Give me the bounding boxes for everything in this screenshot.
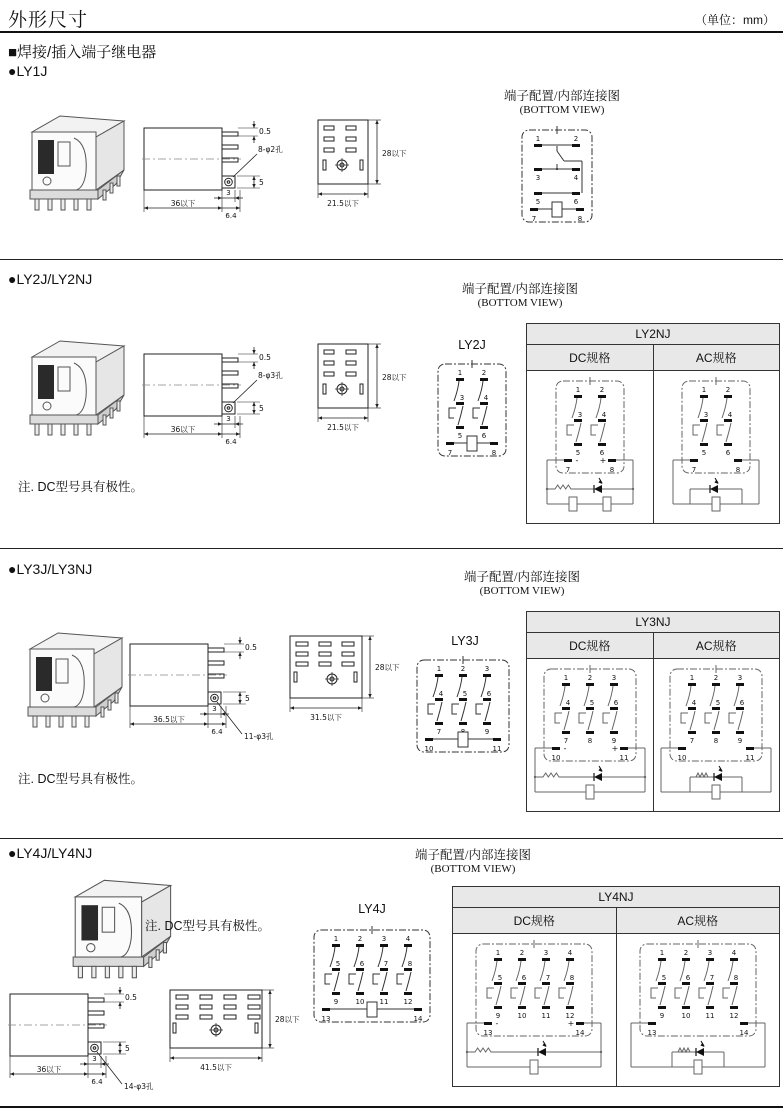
svg-text:10: 10 — [681, 1012, 691, 1020]
svg-text:6: 6 — [726, 449, 731, 457]
svg-text:9: 9 — [496, 1012, 501, 1020]
svg-text:6.4: 6.4 — [211, 728, 223, 736]
svg-text:5: 5 — [661, 974, 666, 982]
svg-text:28以下: 28以下 — [275, 1015, 300, 1024]
svg-text:5: 5 — [335, 960, 341, 968]
svg-text:3: 3 — [212, 705, 217, 713]
svg-text:1: 1 — [333, 935, 339, 943]
subsection-title: ■焊接/插入端子继电器 — [8, 44, 157, 61]
svg-text:9: 9 — [738, 737, 743, 745]
svg-text:3: 3 — [92, 1055, 97, 1063]
svg-text:5: 5 — [125, 1044, 130, 1053]
svg-text:10: 10 — [517, 1012, 527, 1020]
svg-text:6.4: 6.4 — [225, 438, 237, 446]
svg-text:9: 9 — [611, 737, 616, 745]
svg-text:-: - — [495, 1019, 499, 1028]
svg-text:8: 8 — [733, 974, 738, 982]
svg-text:4: 4 — [565, 699, 570, 707]
ly4j-bottom-view — [168, 988, 318, 1080]
svg-text:0.5: 0.5 — [125, 993, 137, 1002]
svg-text:3: 3 — [484, 665, 490, 673]
ac-column-header: AC规格 — [695, 351, 737, 365]
section-divider-2 — [0, 548, 783, 549]
svg-text:11: 11 — [541, 1012, 551, 1020]
svg-text:11: 11 — [619, 754, 629, 762]
ly2nj-table — [526, 323, 780, 524]
svg-text:1: 1 — [535, 135, 541, 143]
svg-text:6: 6 — [359, 960, 365, 968]
dc-column-header: DC规格 — [527, 633, 654, 658]
svg-text:7: 7 — [565, 466, 570, 474]
svg-text:5: 5 — [245, 694, 250, 703]
svg-text:14: 14 — [413, 1015, 423, 1023]
svg-text:3: 3 — [611, 674, 616, 682]
ly2j-side-view — [142, 344, 317, 459]
svg-text:2: 2 — [357, 935, 363, 943]
svg-text:1: 1 — [690, 674, 695, 682]
ly2-diagram-title: 端子配置/内部连接图 (BOTTOM VIEW) — [462, 282, 578, 309]
svg-text:10: 10 — [424, 745, 434, 753]
svg-text:6: 6 — [522, 974, 527, 982]
svg-text:13: 13 — [483, 1029, 493, 1037]
svg-text:2: 2 — [573, 135, 579, 143]
svg-text:14-φ3孔: 14-φ3孔 — [124, 1082, 154, 1091]
svg-text:9: 9 — [484, 728, 490, 736]
svg-text:5: 5 — [259, 178, 264, 187]
svg-text:3: 3 — [577, 411, 582, 419]
svg-text:12: 12 — [729, 1012, 739, 1020]
svg-text:6: 6 — [740, 699, 745, 707]
svg-text:3: 3 — [738, 674, 743, 682]
ac-column-header: AC规格 — [677, 914, 719, 928]
svg-text:9: 9 — [333, 998, 339, 1006]
header-rule — [0, 31, 783, 33]
svg-text:7: 7 — [546, 974, 551, 982]
svg-text:6: 6 — [573, 198, 579, 206]
ly1j-side-view — [142, 118, 317, 233]
svg-text:7: 7 — [447, 449, 453, 457]
svg-text:4: 4 — [728, 411, 733, 419]
svg-text:6.4: 6.4 — [91, 1078, 103, 1086]
svg-text:28以下: 28以下 — [375, 663, 400, 672]
ly2nj-table-headers — [527, 345, 779, 371]
svg-text:2: 2 — [714, 674, 719, 682]
ly2j-label: LY2J — [458, 338, 486, 352]
ly3j-label: LY3J — [451, 634, 479, 648]
footer-rule — [0, 1106, 783, 1108]
svg-text:7: 7 — [436, 728, 442, 736]
ly4j-label: LY4J — [358, 902, 386, 916]
page-title: 外形尺寸 — [8, 10, 89, 31]
svg-text:3: 3 — [226, 415, 231, 423]
svg-text:4: 4 — [731, 949, 736, 957]
svg-text:13: 13 — [647, 1029, 657, 1037]
svg-text:3: 3 — [704, 411, 709, 419]
svg-text:21.5以下: 21.5以下 — [327, 199, 359, 208]
svg-text:7: 7 — [531, 215, 537, 223]
svg-text:4: 4 — [405, 935, 411, 943]
ly2j-relay-photo — [20, 333, 140, 441]
ly2j-connection-diagram — [424, 356, 520, 460]
ly1j-bottom-view — [316, 118, 431, 210]
ly2nj-ac-diagram — [668, 373, 764, 521]
ly4-diagram-title: 端子配置/内部连接图 (BOTTOM VIEW) — [415, 848, 531, 875]
svg-text:1: 1 — [575, 386, 580, 394]
svg-text:+: + — [611, 744, 619, 753]
ly1j-connection-diagram — [508, 122, 606, 226]
svg-text:6: 6 — [486, 690, 492, 698]
svg-text:3: 3 — [381, 935, 387, 943]
svg-text:0.5: 0.5 — [245, 643, 257, 652]
svg-text:2: 2 — [520, 949, 525, 957]
svg-text:3: 3 — [535, 174, 541, 182]
svg-text:6: 6 — [685, 974, 690, 982]
svg-text:6: 6 — [599, 449, 604, 457]
svg-text:5: 5 — [702, 449, 707, 457]
heading-ly3j: ●LY3J/LY3NJ — [8, 561, 93, 577]
dc-column-header: DC规格 — [453, 908, 617, 933]
svg-text:3: 3 — [544, 949, 549, 957]
svg-text:11: 11 — [379, 998, 389, 1006]
dc-column-header: DC规格 — [527, 345, 654, 370]
ly4nj-dc-diagram — [462, 936, 606, 1084]
section-divider-3 — [0, 838, 783, 839]
section-divider-1 — [0, 259, 783, 260]
svg-text:7: 7 — [692, 466, 697, 474]
svg-text:5: 5 — [589, 699, 594, 707]
svg-text:1: 1 — [496, 949, 501, 957]
svg-text:2: 2 — [587, 674, 592, 682]
ly2nj-table-title: LY2NJ — [527, 324, 779, 345]
svg-text:4: 4 — [692, 699, 697, 707]
svg-text:14: 14 — [575, 1029, 585, 1037]
ly1j-relay-photo — [20, 108, 140, 216]
svg-text:+: + — [599, 456, 607, 465]
svg-text:6: 6 — [613, 699, 618, 707]
svg-text:8: 8 — [714, 737, 719, 745]
svg-text:2: 2 — [481, 369, 487, 377]
ly2nj-ac-cell — [654, 371, 780, 523]
ly3j-side-view — [128, 634, 303, 749]
svg-text:14: 14 — [739, 1029, 749, 1037]
svg-text:11: 11 — [745, 754, 755, 762]
svg-text:10: 10 — [677, 754, 687, 762]
svg-text:7: 7 — [563, 737, 568, 745]
svg-text:4: 4 — [438, 690, 444, 698]
svg-text:1: 1 — [436, 665, 442, 673]
svg-text:8: 8 — [577, 215, 583, 223]
svg-text:31.5以下: 31.5以下 — [310, 713, 342, 722]
svg-text:8-φ3孔: 8-φ3孔 — [258, 371, 283, 380]
svg-text:4: 4 — [568, 949, 573, 957]
svg-text:28以下: 28以下 — [382, 149, 407, 158]
svg-text:2: 2 — [726, 386, 731, 394]
svg-text:7: 7 — [709, 974, 714, 982]
heading-ly2j: ●LY2J/LY2NJ — [8, 271, 93, 287]
svg-text:4: 4 — [601, 411, 606, 419]
svg-text:8: 8 — [736, 466, 741, 474]
ly2j-bottom-view — [316, 342, 431, 434]
ly3j-connection-diagram — [403, 652, 523, 756]
svg-text:21.5以下: 21.5以下 — [327, 423, 359, 432]
svg-text:5: 5 — [498, 974, 503, 982]
svg-text:5: 5 — [716, 699, 721, 707]
svg-text:41.5以下: 41.5以下 — [200, 1063, 232, 1072]
svg-text:10: 10 — [355, 998, 365, 1006]
svg-text:2: 2 — [460, 665, 466, 673]
ly1j-diagram-title: 端子配置/内部连接图 (BOTTOM VIEW) — [504, 89, 620, 116]
svg-text:8: 8 — [587, 737, 592, 745]
unit-note: （单位：mm） — [695, 13, 775, 27]
svg-text:36以下: 36以下 — [170, 199, 196, 208]
ly3nj-table-title: LY3NJ — [527, 612, 779, 633]
ly3nj-ac-diagram — [656, 661, 776, 809]
svg-text:5: 5 — [535, 198, 541, 206]
svg-text:28以下: 28以下 — [382, 373, 407, 382]
ly4nj-ac-diagram — [626, 936, 770, 1084]
svg-text:0.5: 0.5 — [259, 353, 271, 362]
svg-text:-: - — [563, 744, 567, 753]
ly3j-relay-photo — [18, 625, 138, 733]
ly4j-connection-diagram — [300, 922, 444, 1026]
ly4nj-table-title: LY4NJ — [453, 887, 779, 908]
svg-text:+: + — [567, 1019, 575, 1028]
svg-text:3: 3 — [226, 189, 231, 197]
svg-text:1: 1 — [457, 369, 463, 377]
ly3-note: 注. DC型号具有极性。 — [18, 772, 144, 786]
svg-text:5: 5 — [259, 404, 264, 413]
svg-text:-: - — [575, 456, 579, 465]
svg-text:0.5: 0.5 — [259, 127, 271, 136]
svg-text:4: 4 — [573, 174, 579, 182]
ly4-note: 注. DC型号具有极性。 — [145, 919, 271, 933]
svg-text:36.5以下: 36.5以下 — [153, 715, 185, 724]
svg-text:8: 8 — [609, 466, 614, 474]
ly2nj-dc-cell — [527, 371, 654, 523]
ac-column-header: AC规格 — [695, 639, 737, 653]
svg-text:6: 6 — [481, 432, 487, 440]
ly3nj-table-headers — [527, 633, 779, 659]
svg-text:5: 5 — [575, 449, 580, 457]
svg-text:4: 4 — [483, 394, 489, 402]
ly4nj-table-headers — [453, 908, 779, 934]
svg-text:12: 12 — [403, 998, 413, 1006]
svg-text:1: 1 — [659, 949, 664, 957]
svg-text:8: 8 — [570, 974, 575, 982]
svg-text:7: 7 — [690, 737, 695, 745]
ly2nj-dc-diagram — [542, 373, 638, 521]
svg-text:12: 12 — [565, 1012, 575, 1020]
svg-text:36以下: 36以下 — [170, 425, 196, 434]
heading-ly1j: ●LY1J — [8, 63, 48, 79]
svg-text:7: 7 — [383, 960, 389, 968]
ly4j-side-view — [8, 984, 183, 1099]
svg-text:8: 8 — [491, 449, 497, 457]
ly4nj-ac-cell — [617, 934, 780, 1086]
ly3nj-dc-diagram — [530, 661, 650, 809]
svg-text:36以下: 36以下 — [36, 1065, 62, 1074]
svg-text:10: 10 — [551, 754, 561, 762]
ly4nj-table — [452, 886, 780, 1087]
ly3nj-ac-cell — [654, 659, 780, 811]
svg-text:11: 11 — [492, 745, 502, 753]
heading-ly4j: ●LY4J/LY4NJ — [8, 845, 93, 861]
ly2-note: 注. DC型号具有极性。 — [18, 480, 144, 494]
svg-text:9: 9 — [659, 1012, 664, 1020]
svg-text:8: 8 — [407, 960, 413, 968]
svg-text:2: 2 — [683, 949, 688, 957]
svg-text:2: 2 — [599, 386, 604, 394]
svg-text:11-φ3孔: 11-φ3孔 — [244, 732, 274, 741]
svg-text:5: 5 — [457, 432, 463, 440]
svg-text:5: 5 — [462, 690, 468, 698]
svg-text:1: 1 — [702, 386, 707, 394]
ly4nj-dc-cell — [453, 934, 617, 1086]
svg-text:6.4: 6.4 — [225, 212, 237, 220]
svg-text:3: 3 — [459, 394, 465, 402]
svg-text:1: 1 — [563, 674, 568, 682]
ly3-diagram-title: 端子配置/内部连接图 (BOTTOM VIEW) — [464, 570, 580, 597]
svg-text:8-φ2孔: 8-φ2孔 — [258, 145, 283, 154]
ly3nj-dc-cell — [527, 659, 654, 811]
svg-text:13: 13 — [321, 1015, 331, 1023]
svg-text:3: 3 — [707, 949, 712, 957]
ly3nj-table — [526, 611, 780, 812]
svg-text:11: 11 — [705, 1012, 715, 1020]
